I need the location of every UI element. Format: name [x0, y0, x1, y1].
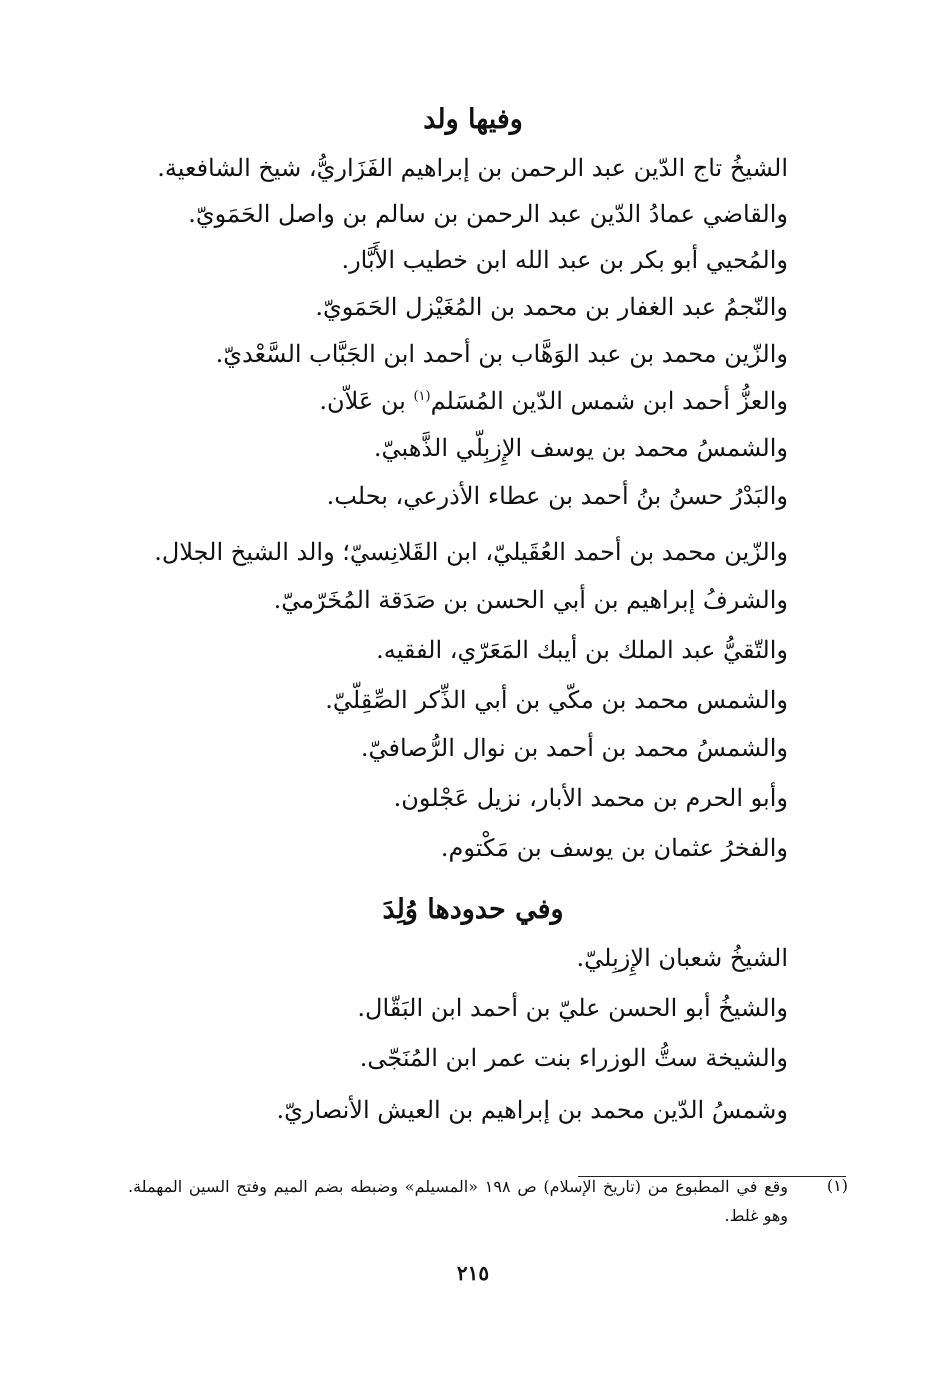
entry-line: والشيخُ أبو الحسن عليّ بن أحمد ابن البَقّال.: [357, 994, 788, 1022]
entry-line: الشيخُ شعبان الإِزبِليّ.: [576, 944, 788, 972]
entry-line: الشيخُ تاج الدّين عبد الرحمن بن إبراهيم الفَزَاريُّ، شيخ الشافعية.: [157, 154, 788, 182]
page-number: ٢١٥: [456, 1261, 490, 1285]
entry-line: والشمسُ محمد بن يوسف الإِزبِلّي الذَّهبيّ.: [373, 434, 788, 462]
entry-line-with-footnote: [319, 381, 788, 421]
entry-text-tail: بن عَلاّن.: [319, 387, 414, 415]
entry-line: والشيخة ستُّ الوزراء بنت عمر ابن المُنَجّى.: [359, 1044, 788, 1072]
entry-line: والزّين محمد بن أحمد العُقَيليّ، ابن القَلانِسيّ؛ والد الشيخ الجلال.: [154, 538, 788, 566]
entry-line: والتّقيُّ عبد الملك بن أيبك المَعَرّي، الفقيه.: [376, 636, 788, 664]
entry-line: وشمسُ الدّين محمد بن إبراهيم بن العيش الأنصاريّ.: [276, 1096, 788, 1124]
entry-line: والنّجمُ عبد الغفار بن محمد بن المُغَيْزل الحَمَويّ.: [315, 293, 788, 321]
entry-line: والبَدْرُ حسنُ بنُ أحمد بن عطاء الأذرعي، بحلب.: [326, 482, 788, 510]
entry-line: والمُحيي أبو بكر بن عبد الله ابن خطيب الأَبَّار.: [341, 246, 788, 274]
footnote-text: وقع في المطبوع من (تاريخ الإسلام) ص ١٩٨ «المسيلم» وضبطه بضم الميم وفتح السين المهملة. وهو غلط.: [128, 1177, 789, 1225]
entry-line: والشمسُ محمد بن أحمد بن نوال الرُّصافيّ.: [360, 734, 788, 762]
entry-text: والعزُّ أحمد ابن شمس الدّين المُسَلم: [430, 387, 788, 415]
footnote-reference: (١): [413, 389, 431, 404]
entry-line: والقاضي عمادُ الدّين عبد الرحمن بن سالم بن واصل الحَمَويّ.: [188, 200, 788, 228]
entry-line: والفخرُ عثمان بن يوسف بن مَكْتوم.: [440, 834, 788, 862]
entry-line: وأبو الحرم بن محمد الأبار، نزيل عَجْلون.: [393, 784, 788, 812]
section-heading-born: وفيها ولد: [423, 104, 523, 135]
entry-line: والشمس محمد بن مكّي بن أبي الذِّكر الصِّقِلّيّ.: [325, 686, 788, 714]
section-heading-around: وفي حدودها وُلِدَ: [382, 894, 564, 925]
footnote-marker: (١): [826, 1176, 848, 1195]
entry-line: والزّين محمد بن عبد الوَهَّاب بن أحمد ابن الجَبَّاب السَّعْديّ.: [215, 340, 788, 368]
entry-line: والشرفُ إبراهيم بن أبي الحسن بن صَدَقة المُخَرّميّ.: [273, 586, 788, 614]
